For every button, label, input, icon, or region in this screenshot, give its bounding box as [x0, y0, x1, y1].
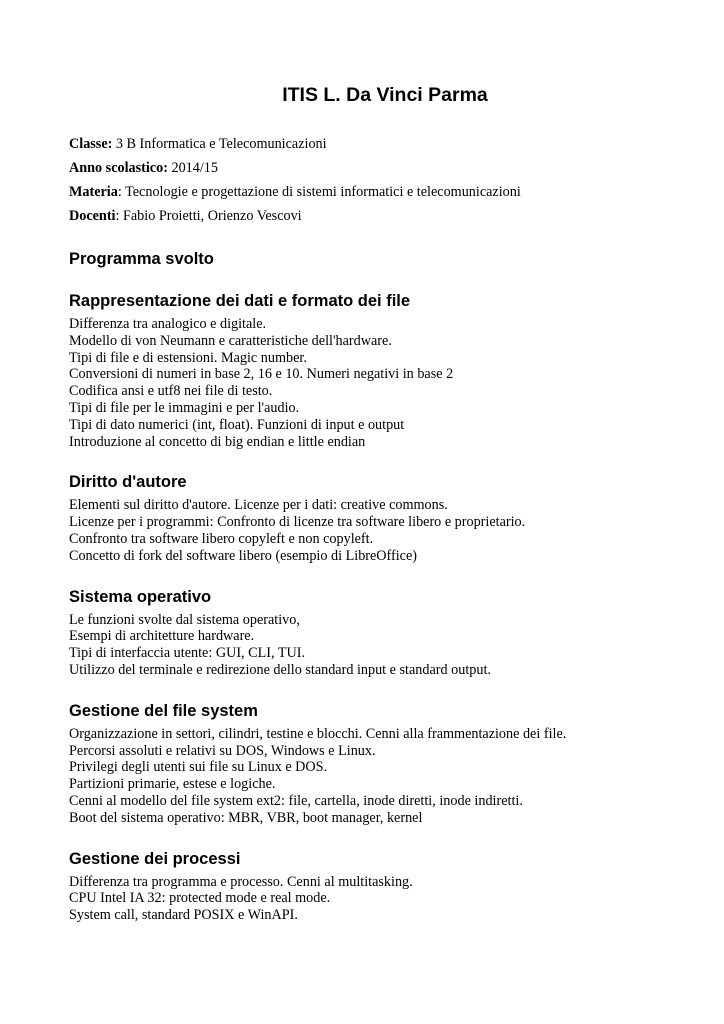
- section-line: Utilizzo del terminale e redirezione dello standard input e standard output.: [69, 661, 491, 678]
- meta-label: Anno scolastico:: [69, 160, 168, 176]
- meta-teachers: [69, 208, 669, 225]
- section-line: Cenni al modello del file system ext2: file, cartella, inode diretti, inode indiretti.: [69, 792, 523, 809]
- program-section: [69, 472, 669, 564]
- program-section: [69, 587, 669, 679]
- section-line: Elementi sul diritto d'autore. Licenze per i dati: creative commons.: [69, 497, 448, 514]
- section-line: Conversioni di numeri in base 2, 16 e 10. Numeri negativi in base 2: [69, 366, 454, 383]
- section-line: System call, standard POSIX e WinAPI.: [69, 907, 298, 924]
- section-title: Diritto d'autore: [69, 473, 187, 492]
- section-line: Differenza tra programma e processo. Cenni al multitasking.: [69, 873, 413, 890]
- meta-class: [69, 136, 669, 153]
- meta-value: : Tecnologie e progettazione di sistemi informatici e telecomunicazioni: [117, 184, 521, 200]
- section-line: CPU Intel IA 32: protected mode e real mode.: [69, 890, 331, 907]
- section-line: Codifica ansi e utf8 nei file di testo.: [69, 383, 273, 400]
- section-title: Rappresentazione dei dati e formato dei file: [69, 292, 411, 310]
- section-line: Privilegi degli utenti sui file su Linux e DOS.: [69, 759, 328, 776]
- section-lines: [69, 316, 669, 450]
- section-lines: [69, 726, 669, 827]
- meta-value: 3 B Informatica e Telecomunicazioni: [112, 136, 327, 152]
- section-lines: [69, 612, 669, 679]
- program-sections: [69, 291, 669, 924]
- section-line: Introduzione al concetto di big endian e little endian: [69, 433, 366, 450]
- section-title: Sistema operativo: [69, 587, 212, 606]
- section-line: Differenza tra analogico e digitale.: [69, 316, 267, 332]
- section-line: Percorsi assoluti e relativi su DOS, Windows e Linux.: [69, 742, 376, 759]
- document-title: ITIS L. Da Vinci Parma: [282, 84, 488, 106]
- section-line: Le funzioni svolte dal sistema operativo,: [69, 611, 300, 628]
- section-line: Licenze per i programmi: Confronto di licenze tra software libero e proprietario.: [69, 514, 526, 531]
- section-line: Tipi di interfaccia utente: GUI, CLI, TUI.: [69, 645, 306, 662]
- section-lines: [69, 874, 669, 924]
- section-line: Concetto di fork del software libero (esempio di LibreOffice): [69, 547, 418, 564]
- section-title: Gestione del file system: [69, 701, 258, 720]
- meta-label: Materia: [69, 184, 118, 200]
- section-lines: [69, 497, 669, 564]
- meta-value: 2014/15: [167, 160, 218, 176]
- section-line: Esempi di architetture hardware.: [69, 628, 255, 645]
- program-title: Programma svolto: [69, 250, 214, 268]
- program-section: [69, 701, 669, 827]
- meta-label: Classe:: [69, 136, 113, 152]
- section-line: Confronto tra software libero copyleft e non copyleft.: [69, 530, 374, 547]
- section-line: Tipi di file per le immagini e per l'audio.: [69, 399, 300, 416]
- section-line: Tipi di dato numerici (int, float). Funzioni di input e output: [69, 416, 405, 433]
- section-line: Boot del sistema operativo: MBR, VBR, boot manager, kernel: [69, 809, 423, 826]
- document-page: [69, 82, 669, 924]
- section-line: Organizzazione in settori, cilindri, testine e blocchi. Cenni alla frammentazione dei file.: [69, 725, 567, 742]
- meta-label: Docenti: [69, 208, 116, 224]
- program-section: [69, 291, 669, 450]
- meta-subject: [69, 184, 669, 201]
- section-line: Tipi di file e di estensioni. Magic number.: [69, 349, 307, 366]
- section-line: Modello di von Neumann e caratteristiche dell'hardware.: [69, 332, 392, 349]
- section-line: Partizioni primarie, estese e logiche.: [69, 776, 276, 793]
- meta-school-year: [69, 160, 669, 177]
- document-meta: [69, 136, 669, 225]
- meta-value: : Fabio Proietti, Orienzo Vescovi: [115, 208, 302, 224]
- section-title: Gestione dei processi: [69, 849, 241, 868]
- program-section: [69, 849, 669, 924]
